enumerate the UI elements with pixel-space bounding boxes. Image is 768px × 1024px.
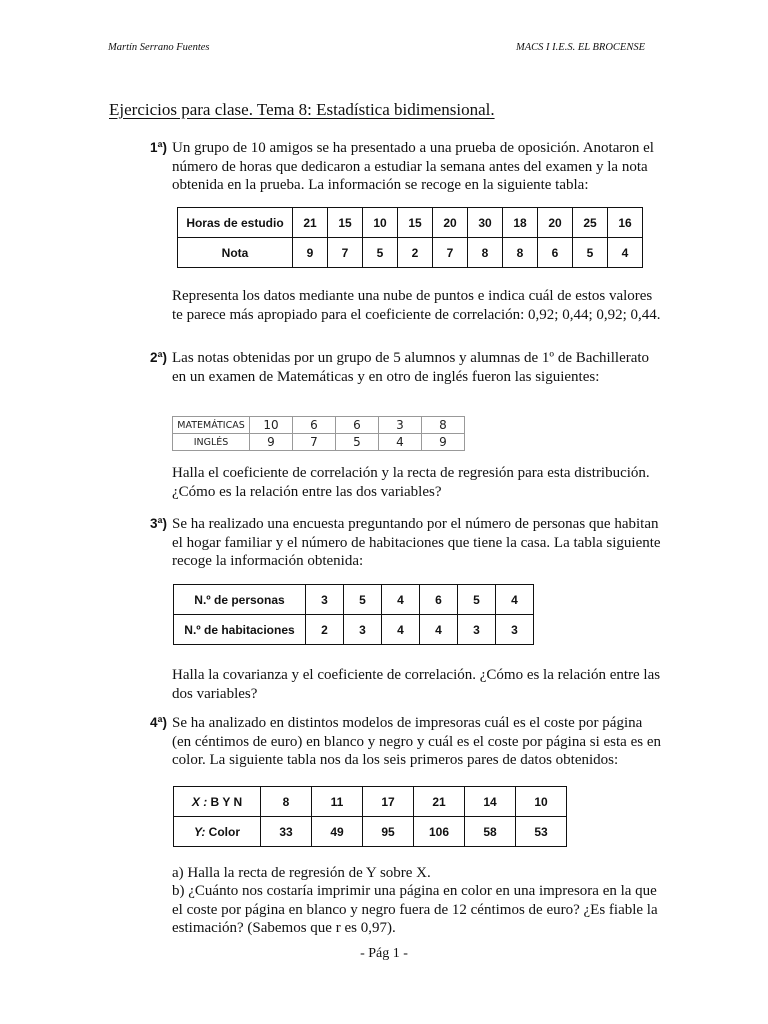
table-row xyxy=(173,417,465,434)
cell: 2 xyxy=(398,238,433,268)
cell: 5 xyxy=(363,238,398,268)
table-row xyxy=(173,434,465,451)
exercise-3-number: 3ª) xyxy=(150,516,168,531)
cell: 4 xyxy=(379,434,422,451)
header-course: MACS I I.E.S. EL BROCENSE xyxy=(516,42,646,53)
cell: 30 xyxy=(468,208,503,238)
exercise-4-task-a: a) Halla la recta de regresión de Y sobre X. xyxy=(172,865,431,881)
cell: 49 xyxy=(312,817,363,847)
cell: 3 xyxy=(458,615,496,645)
cell: 58 xyxy=(465,817,516,847)
cell: 10 xyxy=(250,417,293,434)
table-row xyxy=(178,238,643,268)
cell: 4 xyxy=(382,585,420,615)
cell: 20 xyxy=(433,208,468,238)
table-row xyxy=(174,817,567,847)
table-row xyxy=(174,787,567,817)
cell: 9 xyxy=(293,238,328,268)
cell: 14 xyxy=(465,787,516,817)
cell: 21 xyxy=(414,787,465,817)
exercise-4 xyxy=(150,714,662,770)
cell: 3 xyxy=(379,417,422,434)
exercise-3-task: Halla la covarianza y el coeficiente de correlación. ¿Cómo es la relación entre las dos variables? xyxy=(172,667,661,702)
exercise-3-statement: Se ha realizado una encuesta preguntando por el número de personas que habitan el hogar familiar y el número de habitaciones que tiene la casa. La tabla siguiente recoge la información obtenida: xyxy=(172,516,661,569)
cell: 8 xyxy=(422,417,465,434)
cell: 15 xyxy=(398,208,433,238)
row-label xyxy=(174,787,261,817)
exercise-2-task: Halla el coeficiente de correlación y la recta de regresión para esta distribución. ¿Cómo es la relación entre las dos variables? xyxy=(172,465,650,500)
exercise-2-statement: Las notas obtenidas por un grupo de 5 alumnos y alumnas de 1º de Bachillerato en un examen de Matemáticas y en otro de inglés fueron las siguientes: xyxy=(172,350,650,385)
page-title: Ejercicios para clase. Tema 8: Estadística bidimensional. xyxy=(109,100,495,119)
cell: 33 xyxy=(261,817,312,847)
cell: 8 xyxy=(468,238,503,268)
cell: 6 xyxy=(420,585,458,615)
exercise-1-number: 1ª) xyxy=(150,140,168,155)
var-y: Y: xyxy=(193,824,206,839)
cell: 5 xyxy=(573,238,608,268)
cell: 9 xyxy=(250,434,293,451)
cell: 7 xyxy=(328,238,363,268)
exercise-4-task-b: b) ¿Cuánto nos costaría imprimir una página en color en una impresora en la que el coste por página en blanco y negro fuera de 12 céntimos de euro? ¿Es fiable la estimación? (Sabemos que r es 0,97). xyxy=(172,883,658,936)
row-label: INGLÉS xyxy=(173,434,250,451)
table-printers xyxy=(173,786,567,847)
cell: 4 xyxy=(382,615,420,645)
table-row xyxy=(174,585,534,615)
cell: 8 xyxy=(503,238,538,268)
table-study-hours xyxy=(177,207,643,268)
cell: 9 xyxy=(422,434,465,451)
cell: 18 xyxy=(503,208,538,238)
cell: 106 xyxy=(414,817,465,847)
cell: 3 xyxy=(496,615,534,645)
row-label: Nota xyxy=(178,238,293,268)
cell: 95 xyxy=(363,817,414,847)
table-grades xyxy=(172,416,465,451)
cell: 8 xyxy=(261,787,312,817)
exercise-4-number: 4ª) xyxy=(150,715,168,730)
cell: 25 xyxy=(573,208,608,238)
cell: 4 xyxy=(496,585,534,615)
cell: 10 xyxy=(516,787,567,817)
cell: 16 xyxy=(608,208,643,238)
exercise-2-number: 2ª) xyxy=(150,350,168,365)
row-label: N.º de habitaciones xyxy=(174,615,306,645)
cell: 53 xyxy=(516,817,567,847)
row-label: N.º de personas xyxy=(174,585,306,615)
cell: 4 xyxy=(608,238,643,268)
cell: 6 xyxy=(538,238,573,268)
row-label xyxy=(174,817,261,847)
cell: 4 xyxy=(420,615,458,645)
var-y-label: Color xyxy=(208,824,241,839)
cell: 20 xyxy=(538,208,573,238)
cell: 21 xyxy=(293,208,328,238)
cell: 5 xyxy=(458,585,496,615)
exercise-1-task: Representa los datos mediante una nube de puntos e indica cuál de estos valores te parece más apropiado para el coeficiente de correlación: 0,92; 0,44; 0,92; 0,44. xyxy=(172,288,661,323)
exercise-4-statement: Se ha analizado en distintos modelos de impresoras cuál es el coste por página (en céntimos de euro) en blanco y negro y cuál es el coste por página si esta es en color. La siguiente tabla nos da los seis primeros pares de datos obtenidos: xyxy=(172,715,661,768)
cell: 7 xyxy=(433,238,468,268)
cell: 11 xyxy=(312,787,363,817)
row-label: MATEMÁTICAS xyxy=(173,417,250,434)
table-row xyxy=(178,208,643,238)
cell: 17 xyxy=(363,787,414,817)
var-x: X : xyxy=(191,794,208,809)
row-label: Horas de estudio xyxy=(178,208,293,238)
exercise-1-statement: Un grupo de 10 amigos se ha presentado a una prueba de oposición. Anotaron el número de horas que dedicaron a estudiar la semana antes del examen y la nota obtenida en la prueba. La información se recoge en la siguiente tabla: xyxy=(172,140,654,193)
header-author: Martín Serrano Fuentes xyxy=(108,42,210,53)
cell: 5 xyxy=(344,585,382,615)
cell: 7 xyxy=(293,434,336,451)
page-number: - Pág 1 - xyxy=(360,946,408,961)
cell: 5 xyxy=(336,434,379,451)
exercise-1 xyxy=(150,139,662,195)
cell: 3 xyxy=(306,585,344,615)
cell: 10 xyxy=(363,208,398,238)
cell: 2 xyxy=(306,615,344,645)
cell: 6 xyxy=(293,417,336,434)
cell: 3 xyxy=(344,615,382,645)
exercise-3 xyxy=(150,515,662,571)
var-x-label: B Y N xyxy=(210,794,243,809)
table-household xyxy=(173,584,534,645)
cell: 6 xyxy=(336,417,379,434)
cell: 15 xyxy=(328,208,363,238)
table-row xyxy=(174,615,534,645)
exercise-2 xyxy=(150,349,662,386)
